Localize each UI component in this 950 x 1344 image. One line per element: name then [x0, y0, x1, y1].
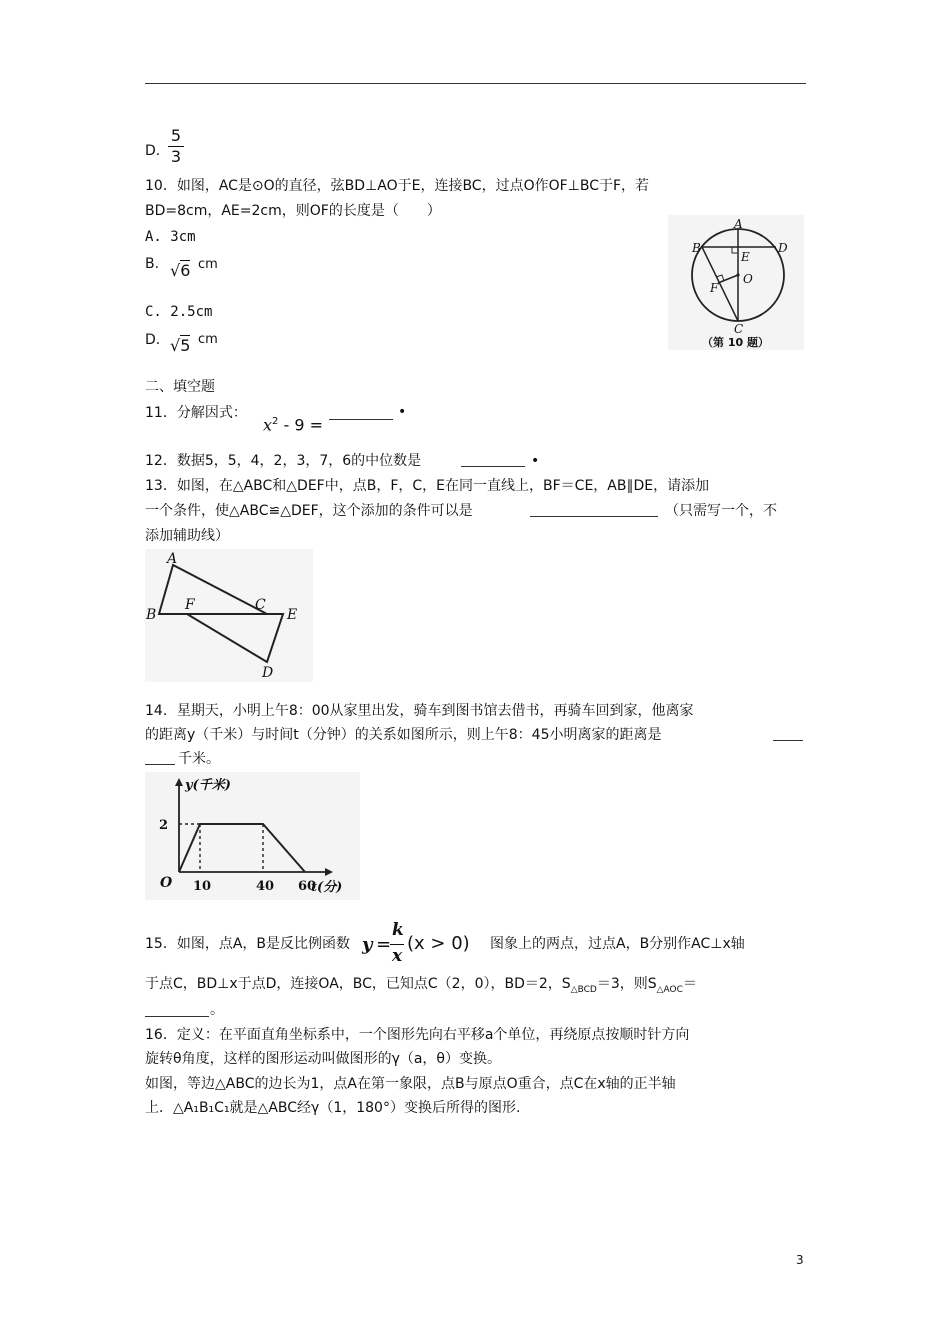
fig13-label-e: E	[287, 607, 298, 623]
q10-option-a: A. 3cm	[145, 229, 196, 245]
chart-origin-label: O	[160, 875, 173, 891]
q14-line3: 千米。	[178, 751, 220, 767]
fraction-denominator: 3	[170, 147, 182, 166]
q11-text: 11．分解因式：	[145, 405, 247, 421]
q10-option-b-sqrt	[170, 260, 190, 282]
y-tick-label: 2	[159, 818, 169, 833]
q10-circle-figure	[668, 215, 804, 350]
chart-y-axis-label: y(千米)	[185, 778, 231, 793]
fig13-label-f: F	[185, 597, 195, 613]
q11-exponent: 2	[272, 416, 279, 427]
q11-expression	[263, 412, 323, 435]
q9-option-d-label: D.	[145, 143, 161, 159]
q15-func-x: x	[392, 946, 403, 966]
fig10-label-d: D	[778, 241, 788, 255]
fig13-label-b: B	[146, 607, 157, 623]
q15-line2c: ＝	[682, 976, 697, 992]
q12-answer-blank	[461, 466, 525, 467]
q11-answer-blank	[329, 419, 393, 420]
x-tick-label: 10	[193, 879, 212, 894]
fig10-label-e: E	[741, 250, 750, 264]
fig10-label-f: F	[710, 281, 719, 295]
q16-line4: 上．△A₁B₁C₁就是△ABC经γ（1，180°）变换后所得的图形.	[145, 1100, 521, 1116]
q15-sub-aoc: △AOC	[656, 984, 683, 995]
q16-line3: 如图，等边△ABC的边长为1，点A在第一象限，点B与原点O重合，点C在x轴的正半轴	[145, 1076, 676, 1092]
section-fill-in-title: 二、填空题	[145, 379, 215, 395]
q13-line2b: （只需写一个，不	[665, 503, 777, 519]
fig10-label-c: C	[734, 322, 744, 336]
q15-answer-blank	[145, 1016, 209, 1017]
q15-func-y: y	[362, 934, 373, 955]
q15-func-condition: (x > 0)	[407, 933, 470, 954]
q14-distance-time-chart	[145, 772, 360, 900]
q12-text: 12．数据5，5，4，2，3，7，6的中位数是	[145, 453, 422, 469]
chart-x-axis-label: t(分)	[311, 880, 343, 895]
q13-line3: 添加辅助线）	[145, 528, 229, 544]
fig10-caption: （第 10 题）	[702, 336, 769, 349]
x-tick-label: 60	[298, 879, 317, 894]
fig13-label-d: D	[262, 665, 274, 681]
header-rule	[145, 83, 806, 84]
q13-line1: 13．如图，在△ABC和△DEF中，点B，F，C，E在同一直线上，BF＝CE，AB∥DE，请添加	[145, 478, 710, 494]
q11-var-x: x	[263, 415, 273, 435]
q10-option-d-unit: cm	[198, 332, 218, 347]
q14-answer-blank-part2	[145, 764, 175, 765]
fig10-label-b: B	[692, 241, 701, 255]
q16-line1: 16．定义：在平面直角坐标系中，一个图形先向右平移a个单位，再绕原点按顺时针方向	[145, 1027, 690, 1043]
q14-answer-blank-part1	[773, 740, 803, 741]
q15-func-k: k	[392, 920, 404, 940]
fig10-label-o: O	[743, 272, 753, 286]
q15-fraction-bar	[390, 944, 404, 945]
sqrt-sign: √	[170, 336, 181, 355]
sqrt-radicand: 5	[180, 336, 191, 355]
q15-sub-bcd: △BCD	[570, 984, 597, 995]
page-number: 3	[796, 1253, 804, 1267]
q13-answer-blank	[530, 516, 658, 517]
fig10-label-a: A	[734, 217, 743, 231]
fig13-label-c: C	[255, 597, 266, 613]
q15-prefix: 15．如图，点A，B是反比例函数	[145, 936, 350, 952]
q15-func-eq: =	[376, 934, 392, 955]
q15-line3: 。	[210, 1002, 224, 1018]
q10-option-b-label: B.	[145, 256, 160, 272]
q15-suffix: 图象上的两点，过点A，B分别作AC⊥x轴	[490, 936, 745, 952]
q16-line2: 旋转θ角度，这样的图形运动叫做图形的γ（a，θ）变换。	[145, 1051, 501, 1067]
q13-triangles-figure	[145, 549, 313, 682]
q10-option-c: C. 2.5cm	[145, 304, 213, 320]
q10-option-d-sqrt	[170, 335, 190, 357]
sqrt-radicand: 6	[180, 261, 191, 280]
q10-line2: BD=8cm，AE=2cm，则OF的长度是（ ）	[145, 203, 441, 219]
q13-line2a: 一个条件，使△ABC≌△DEF，这个添加的条件可以是	[145, 503, 473, 519]
q9-option-d-fraction	[168, 127, 184, 166]
q15-line2	[145, 974, 697, 1000]
x-tick-label: 40	[256, 879, 275, 894]
q15-line2a: 于点C，BD⊥x于点D，连接OA，BC，已知点C（2，0），BD＝2，S	[145, 976, 571, 992]
q10-line1: 10．如图，AC是⊙O的直径，弦BD⊥AO于E，连接BC，过点O作OF⊥BC于F，若	[145, 178, 650, 194]
q14-line2: 的距离y（千米）与时间t（分钟）的关系如图所示，则上午8：45小明离家的距离是	[145, 727, 662, 743]
fraction-numerator: 5	[170, 126, 182, 145]
q10-option-d-label: D.	[145, 332, 161, 348]
q10-option-b-unit: cm	[198, 257, 218, 272]
fig13-label-a: A	[167, 551, 178, 567]
q11-dot: •	[398, 404, 407, 420]
q15-line2b: ＝3，则S	[596, 976, 657, 992]
q14-line1: 14．星期天，小明上午8：00从家里出发，骑车到图书馆去借书，再骑车回到家，他离家	[145, 703, 694, 719]
q11-expr-rest: - 9 =	[278, 415, 324, 435]
sqrt-sign: √	[170, 261, 181, 280]
q12-dot: •	[531, 453, 540, 469]
